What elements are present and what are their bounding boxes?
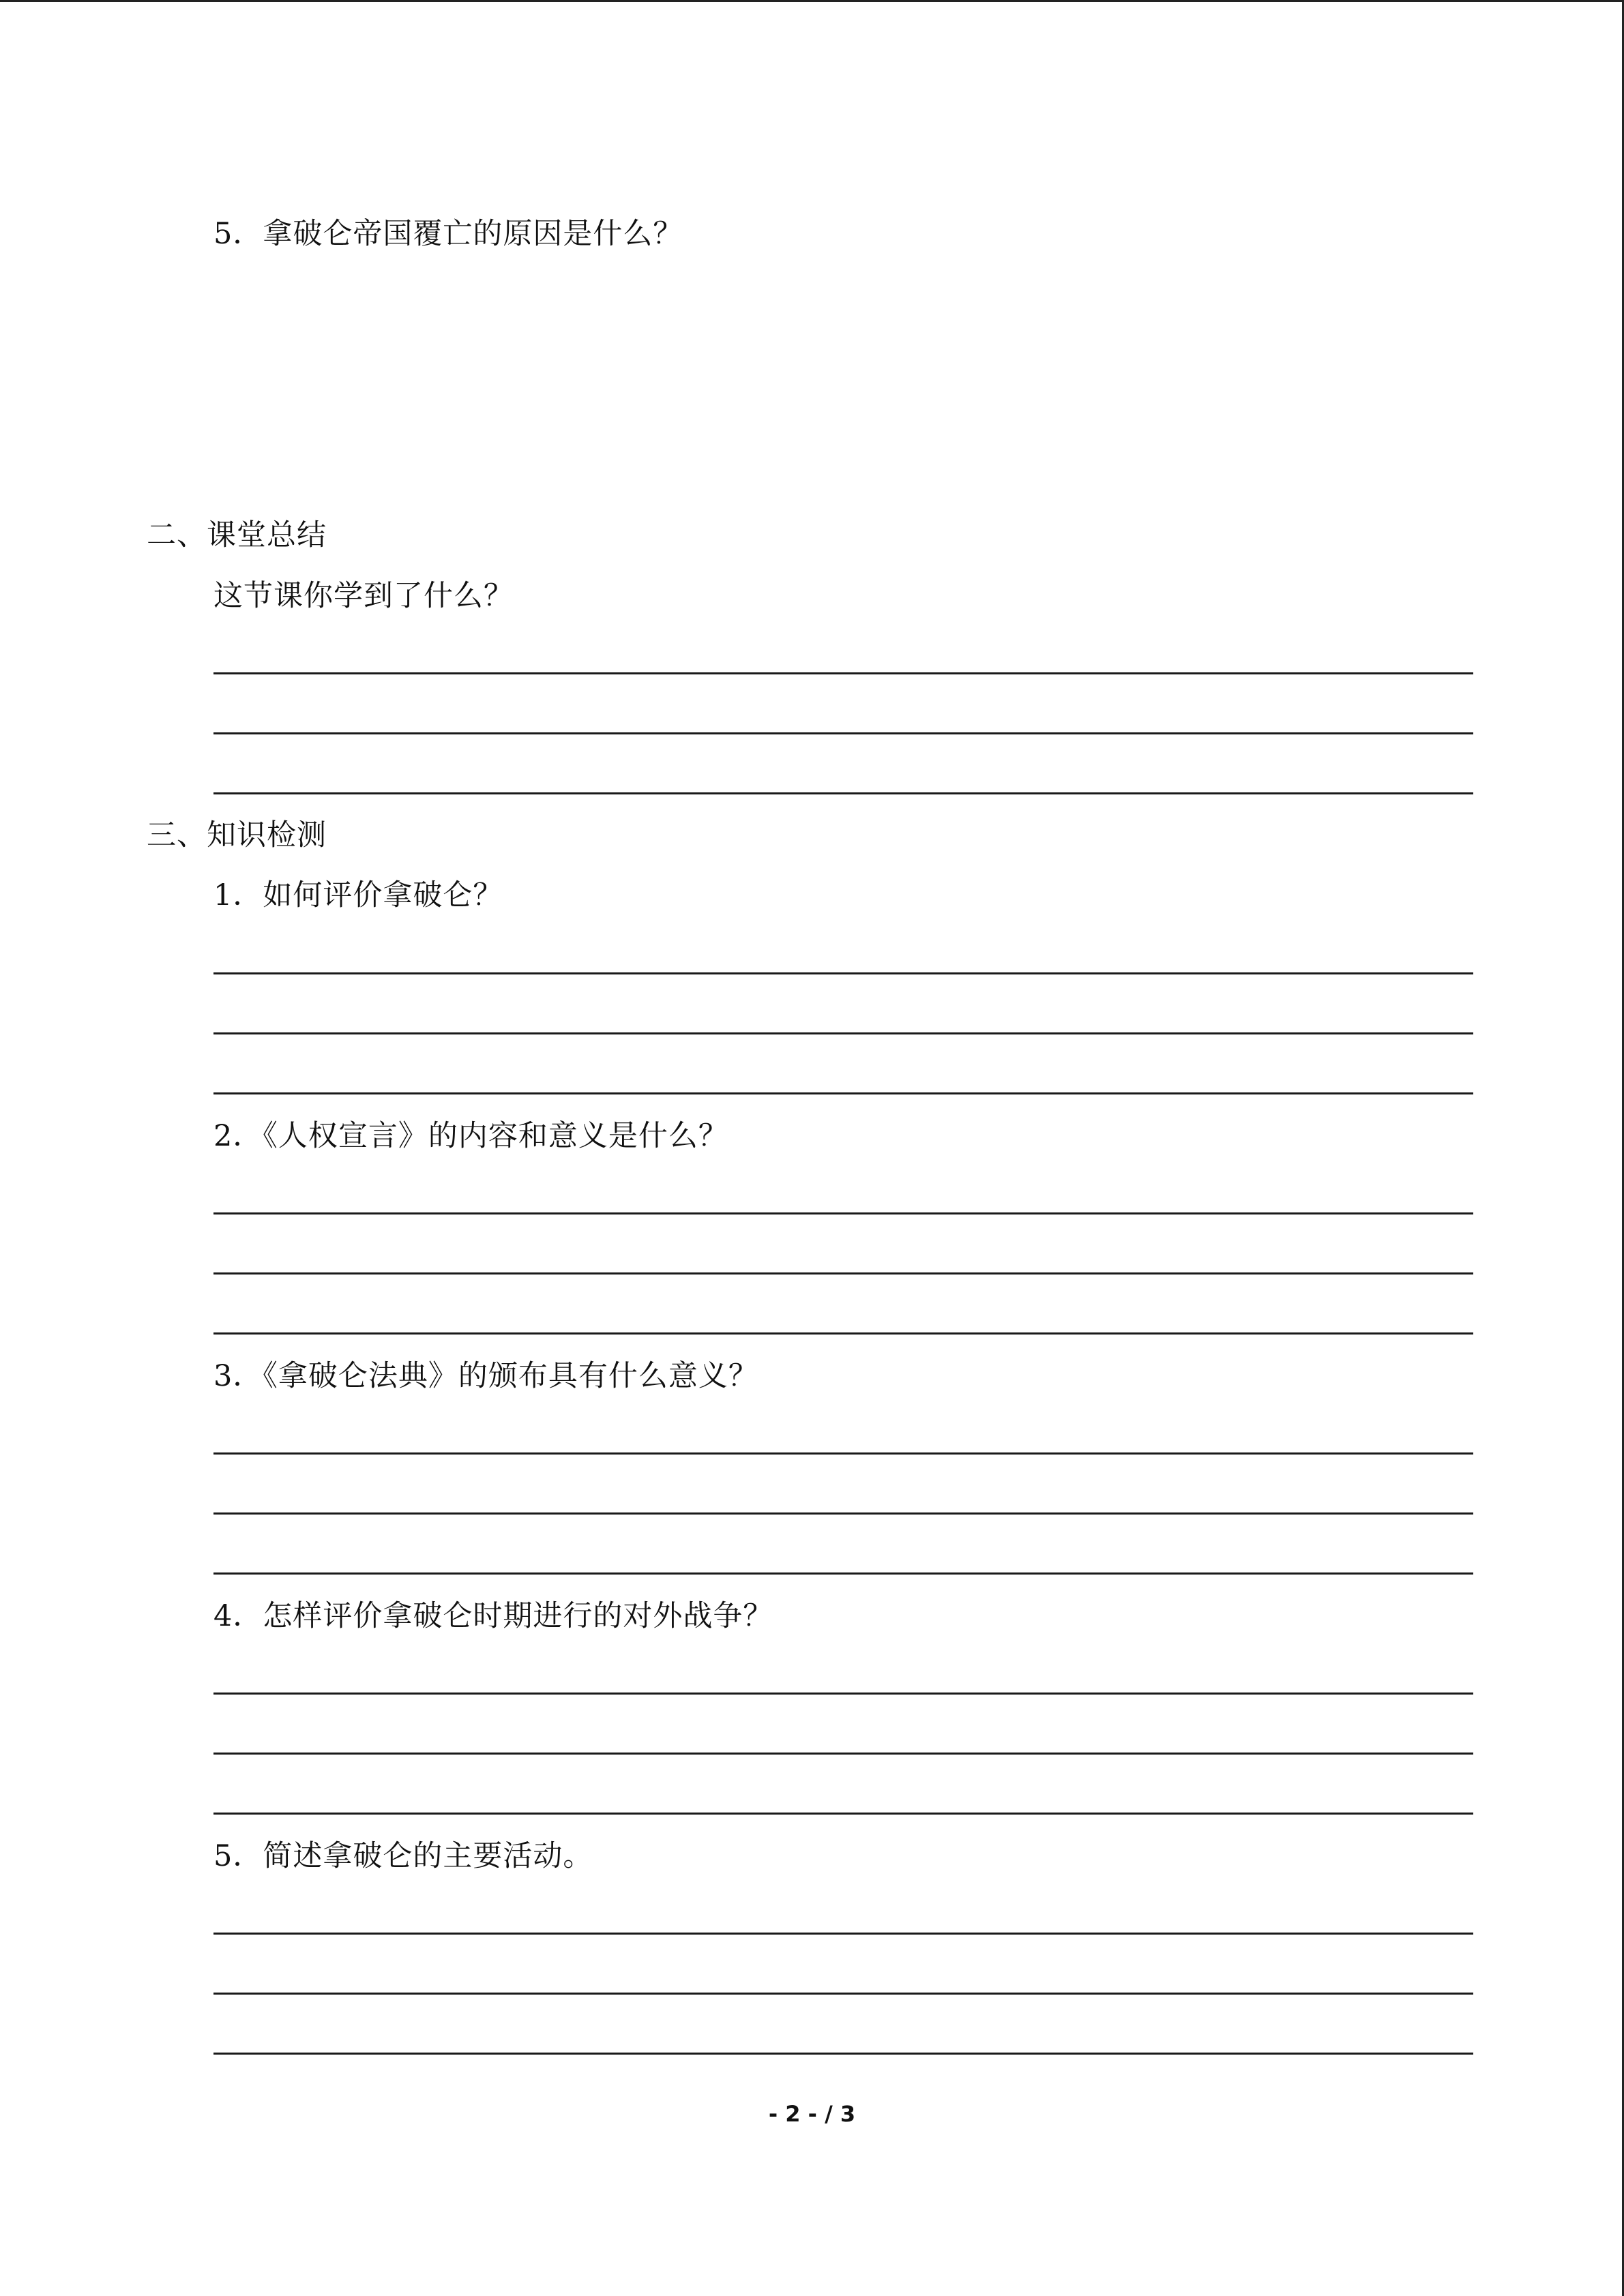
answer-line[interactable] <box>213 2053 1473 2055</box>
answer-line[interactable] <box>213 1452 1473 1455</box>
answer-line[interactable] <box>213 1693 1473 1695</box>
answer-line[interactable] <box>213 792 1473 794</box>
answer-line[interactable] <box>213 1092 1473 1094</box>
page-border-top <box>0 0 1624 2</box>
check-question-4: 4．怎样评价拿破仑时期进行的对外战争？ <box>213 1599 773 1633</box>
answer-line[interactable] <box>213 1993 1473 1995</box>
answer-line[interactable] <box>213 732 1473 734</box>
answer-line[interactable] <box>213 1572 1473 1575</box>
summary-prompt: 这节课你学到了什么？ <box>213 579 514 613</box>
answer-line[interactable] <box>213 672 1473 674</box>
answer-line[interactable] <box>213 1933 1473 1935</box>
section-heading-summary: 二、课堂总结 <box>147 518 327 552</box>
check-question-2: 2．《人权宣言》的内容和意义是什么？ <box>213 1119 728 1153</box>
answer-line[interactable] <box>213 1272 1473 1274</box>
page-number: - 2 - / 3 <box>768 2101 856 2127</box>
answer-line[interactable] <box>213 1212 1473 1214</box>
section-heading-knowledge-check: 三、知识检测 <box>147 818 327 852</box>
answer-line[interactable] <box>213 1813 1473 1815</box>
answer-line[interactable] <box>213 972 1473 974</box>
check-question-1: 1．如何评价拿破仑？ <box>213 878 503 912</box>
answer-line[interactable] <box>213 1512 1473 1515</box>
answer-line[interactable] <box>213 1332 1473 1335</box>
answer-line[interactable] <box>213 1032 1473 1034</box>
question-5-part1: 5．拿破仑帝国覆亡的原因是什么？ <box>213 217 683 251</box>
answer-line[interactable] <box>213 1753 1473 1755</box>
check-question-3: 3．《拿破仑法典》的颁布具有什么意义？ <box>213 1359 758 1393</box>
check-question-5: 5．简述拿破仑的主要活动。 <box>213 1839 593 1873</box>
